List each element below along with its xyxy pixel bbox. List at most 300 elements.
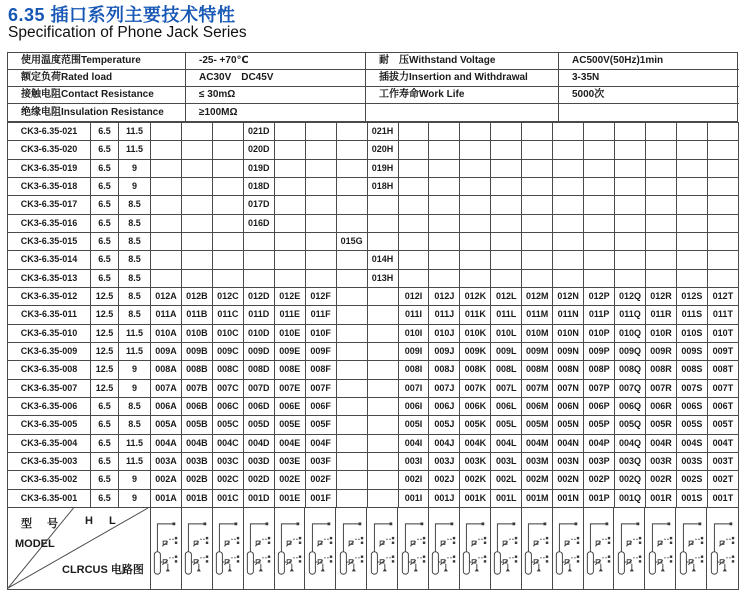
dim-h-cell: 6.5 — [91, 214, 119, 232]
code-cell: 004Q — [615, 434, 646, 452]
table-row — [8, 141, 739, 159]
code-cell — [336, 416, 367, 434]
code-cell: 004T — [707, 434, 738, 452]
code-cell — [336, 251, 367, 269]
code-cell — [305, 159, 336, 177]
code-cell: 004M — [522, 434, 553, 452]
code-cell: 001C — [212, 489, 243, 507]
code-cell — [615, 269, 646, 287]
code-cell — [305, 232, 336, 250]
code-cell — [707, 269, 738, 287]
code-cell: 007E — [274, 379, 305, 397]
code-cell: 003Q — [615, 452, 646, 470]
code-cell — [676, 251, 707, 269]
code-cell — [212, 269, 243, 287]
code-cell: 006F — [305, 397, 336, 415]
code-cell — [212, 214, 243, 232]
code-cell: 005S — [676, 416, 707, 434]
code-cell — [305, 141, 336, 159]
code-cell — [646, 141, 677, 159]
dim-h-cell: 6.5 — [91, 489, 119, 507]
code-cell: 005R — [646, 416, 677, 434]
code-cell — [274, 214, 305, 232]
code-cell: 007F — [305, 379, 336, 397]
code-cell — [336, 489, 367, 507]
code-cell: 003E — [274, 452, 305, 470]
code-cell — [305, 269, 336, 287]
code-cell: 001J — [429, 489, 460, 507]
jack-circuit-diagram — [678, 513, 705, 585]
code-cell — [336, 214, 367, 232]
code-cell: 003L — [491, 452, 522, 470]
code-cell — [460, 269, 491, 287]
code-cell: 009Q — [615, 342, 646, 360]
code-cell: 002A — [151, 471, 182, 489]
code-cell — [491, 196, 522, 214]
code-cell: 011M — [522, 306, 553, 324]
table-row — [8, 306, 739, 324]
code-cell: 011L — [491, 306, 522, 324]
code-cell — [367, 324, 398, 342]
model-cell: CK3-6.35-018 — [8, 177, 91, 195]
code-cell: 001S — [676, 489, 707, 507]
code-cell — [646, 232, 677, 250]
dim-l-cell: 11.5 — [119, 434, 151, 452]
code-cell — [336, 269, 367, 287]
code-cell: 010J — [429, 324, 460, 342]
code-cell: 008I — [398, 361, 429, 379]
code-cell — [491, 177, 522, 195]
code-cell: 002B — [181, 471, 212, 489]
code-cell: 005D — [243, 416, 274, 434]
code-cell: 018H — [367, 177, 398, 195]
code-cell: 008N — [553, 361, 584, 379]
jack-circuit-diagram — [245, 513, 272, 585]
code-cell: 001M — [522, 489, 553, 507]
model-cell: CK3-6.35-010 — [8, 324, 91, 342]
jack-circuit-diagram — [338, 513, 365, 585]
code-cell: 008E — [274, 361, 305, 379]
code-cell — [707, 251, 738, 269]
code-cell: 001F — [305, 489, 336, 507]
code-cell — [553, 196, 584, 214]
code-cell — [676, 232, 707, 250]
spec-label: 绝缘电阻Insulation Resistance — [8, 104, 186, 121]
spec-value: AC30V DC45V — [186, 70, 366, 87]
code-cell: 004I — [398, 434, 429, 452]
code-cell: 004L — [491, 434, 522, 452]
code-cell — [336, 379, 367, 397]
code-cell: 005Q — [615, 416, 646, 434]
code-cell — [429, 269, 460, 287]
code-cell — [336, 471, 367, 489]
code-cell: 011R — [646, 306, 677, 324]
model-label-cn: 型 号 — [21, 518, 65, 530]
code-cell — [491, 232, 522, 250]
code-cell: 005J — [429, 416, 460, 434]
spec-value: AC500V(50Hz)1min — [559, 53, 739, 70]
code-cell: 012B — [181, 287, 212, 305]
dim-l-cell: 8.5 — [119, 416, 151, 434]
code-cell — [212, 159, 243, 177]
code-cell — [429, 232, 460, 250]
code-cell: 009F — [305, 342, 336, 360]
code-cell: 004D — [243, 434, 274, 452]
code-cell: 006S — [676, 397, 707, 415]
code-cell: 008M — [522, 361, 553, 379]
circuit-cell — [429, 508, 460, 589]
jack-circuit-diagram — [430, 513, 457, 585]
code-cell: 009M — [522, 342, 553, 360]
code-cell: 004C — [212, 434, 243, 452]
code-cell — [336, 361, 367, 379]
code-cell: 006Q — [615, 397, 646, 415]
code-cell — [336, 342, 367, 360]
code-cell: 011B — [181, 306, 212, 324]
code-cell: 018D — [243, 177, 274, 195]
dim-h-cell: 12.5 — [91, 324, 119, 342]
spec-label: 插拔力Insertion and Withdrawal — [366, 70, 559, 87]
spec-label: 工作寿命Work Life — [366, 87, 559, 104]
code-cell: 011C — [212, 306, 243, 324]
code-cell: 003R — [646, 452, 677, 470]
spec-value: -25- +70℃ — [186, 53, 366, 70]
code-cell: 012M — [522, 287, 553, 305]
code-cell — [367, 214, 398, 232]
code-cell — [615, 232, 646, 250]
code-cell — [336, 141, 367, 159]
code-cell: 010S — [676, 324, 707, 342]
code-cell — [181, 177, 212, 195]
code-cell: 001P — [584, 489, 615, 507]
code-cell — [151, 123, 182, 141]
code-cell — [522, 159, 553, 177]
code-cell: 007S — [676, 379, 707, 397]
code-cell — [367, 232, 398, 250]
code-cell — [212, 141, 243, 159]
circuit-cell — [584, 508, 615, 589]
model-code-table — [7, 122, 739, 508]
model-cell: CK3-6.35-014 — [8, 251, 91, 269]
table-row — [8, 471, 739, 489]
code-cell: 004A — [151, 434, 182, 452]
code-cell — [336, 196, 367, 214]
code-cell — [305, 196, 336, 214]
dim-l-cell: 9 — [119, 361, 151, 379]
code-cell — [398, 177, 429, 195]
code-cell: 012C — [212, 287, 243, 305]
code-cell — [646, 214, 677, 232]
code-cell: 006C — [212, 397, 243, 415]
code-cell: 003P — [584, 452, 615, 470]
dim-h-cell: 12.5 — [91, 287, 119, 305]
model-cell: CK3-6.35-002 — [8, 471, 91, 489]
code-cell — [367, 434, 398, 452]
code-cell: 004S — [676, 434, 707, 452]
code-cell — [429, 123, 460, 141]
code-cell: 010L — [491, 324, 522, 342]
dim-l-cell: 8.5 — [119, 232, 151, 250]
code-cell — [305, 251, 336, 269]
code-cell — [336, 452, 367, 470]
code-cell: 001D — [243, 489, 274, 507]
code-cell — [367, 489, 398, 507]
model-cell: CK3-6.35-021 — [8, 123, 91, 141]
code-cell — [615, 159, 646, 177]
code-cell: 002Q — [615, 471, 646, 489]
code-cell: 009D — [243, 342, 274, 360]
code-cell: 012I — [398, 287, 429, 305]
dim-h-cell: 12.5 — [91, 379, 119, 397]
code-cell — [615, 196, 646, 214]
code-cell: 005B — [181, 416, 212, 434]
code-cell — [584, 232, 615, 250]
model-cell: CK3-6.35-008 — [8, 361, 91, 379]
code-cell: 003B — [181, 452, 212, 470]
code-cell — [553, 177, 584, 195]
code-cell — [522, 177, 553, 195]
dim-l-cell: 11.5 — [119, 141, 151, 159]
code-cell: 005A — [151, 416, 182, 434]
code-cell: 007I — [398, 379, 429, 397]
code-cell: 012P — [584, 287, 615, 305]
code-cell: 012E — [274, 287, 305, 305]
code-cell — [707, 141, 738, 159]
circuit-cell — [367, 508, 398, 589]
code-cell: 010F — [305, 324, 336, 342]
dim-h-cell: 6.5 — [91, 251, 119, 269]
code-cell: 012Q — [615, 287, 646, 305]
code-cell — [615, 123, 646, 141]
code-cell: 001N — [553, 489, 584, 507]
jack-circuit-diagram — [492, 513, 519, 585]
code-cell — [398, 251, 429, 269]
code-cell — [615, 177, 646, 195]
code-cell — [553, 123, 584, 141]
code-cell: 006K — [460, 397, 491, 415]
jack-circuit-diagram — [554, 513, 581, 585]
code-cell — [460, 232, 491, 250]
dim-l-cell: 8.5 — [119, 269, 151, 287]
dim-l-cell: 8.5 — [119, 397, 151, 415]
code-cell — [707, 177, 738, 195]
model-cell: CK3-6.35-012 — [8, 287, 91, 305]
code-cell — [367, 287, 398, 305]
code-cell: 006B — [181, 397, 212, 415]
table-row — [8, 177, 739, 195]
code-cell: 005P — [584, 416, 615, 434]
code-cell — [274, 196, 305, 214]
code-cell — [274, 269, 305, 287]
code-cell: 012R — [646, 287, 677, 305]
circuit-cell — [336, 508, 367, 589]
code-cell — [181, 159, 212, 177]
model-cell: CK3-6.35-017 — [8, 196, 91, 214]
code-cell — [646, 123, 677, 141]
code-cell: 006R — [646, 397, 677, 415]
code-cell: 009P — [584, 342, 615, 360]
code-cell: 007R — [646, 379, 677, 397]
circuit-diagram-row — [7, 507, 739, 590]
code-cell — [212, 123, 243, 141]
dim-h-cell: 12.5 — [91, 306, 119, 324]
code-cell: 007T — [707, 379, 738, 397]
code-cell: 011K — [460, 306, 491, 324]
code-cell — [676, 269, 707, 287]
table-row — [8, 269, 739, 287]
code-cell: 012S — [676, 287, 707, 305]
height-column-label: H — [85, 515, 93, 527]
code-cell — [398, 269, 429, 287]
circuit-cell — [305, 508, 336, 589]
model-label-en: MODEL — [15, 538, 55, 550]
code-cell — [367, 306, 398, 324]
code-cell: 001A — [151, 489, 182, 507]
code-cell — [305, 177, 336, 195]
code-cell — [707, 196, 738, 214]
code-cell: 007A — [151, 379, 182, 397]
code-cell: 004R — [646, 434, 677, 452]
code-cell: 013H — [367, 269, 398, 287]
code-cell: 008A — [151, 361, 182, 379]
dim-l-cell: 9 — [119, 489, 151, 507]
dim-h-cell: 12.5 — [91, 361, 119, 379]
jack-circuit-diagram — [400, 513, 427, 585]
code-cell: 007L — [491, 379, 522, 397]
code-cell: 010C — [212, 324, 243, 342]
code-cell: 008R — [646, 361, 677, 379]
code-cell — [646, 177, 677, 195]
code-cell — [181, 214, 212, 232]
code-cell — [398, 214, 429, 232]
dim-h-cell: 6.5 — [91, 416, 119, 434]
table-row — [8, 159, 739, 177]
circuit-cell — [491, 508, 522, 589]
spec-label: 额定负荷Rated load — [8, 70, 186, 87]
code-cell — [274, 141, 305, 159]
jack-circuit-diagram — [276, 513, 303, 585]
code-cell — [367, 471, 398, 489]
code-cell: 002L — [491, 471, 522, 489]
spec-value: ≥100MΩ — [186, 104, 366, 121]
code-cell: 005N — [553, 416, 584, 434]
code-cell — [429, 177, 460, 195]
table-row — [8, 123, 739, 141]
code-cell: 011P — [584, 306, 615, 324]
code-cell — [367, 416, 398, 434]
code-cell: 007C — [212, 379, 243, 397]
dim-l-cell: 8.5 — [119, 287, 151, 305]
code-cell: 006D — [243, 397, 274, 415]
code-cell — [336, 306, 367, 324]
code-cell: 011Q — [615, 306, 646, 324]
jack-circuit-diagram — [461, 513, 488, 585]
model-cell: CK3-6.35-015 — [8, 232, 91, 250]
code-cell — [429, 196, 460, 214]
code-cell — [429, 159, 460, 177]
model-cell: CK3-6.35-006 — [8, 397, 91, 415]
code-cell — [336, 397, 367, 415]
code-cell: 011T — [707, 306, 738, 324]
table-row — [8, 214, 739, 232]
code-cell — [460, 214, 491, 232]
code-cell — [336, 159, 367, 177]
dim-h-cell: 6.5 — [91, 452, 119, 470]
code-cell: 008B — [181, 361, 212, 379]
code-cell: 002I — [398, 471, 429, 489]
model-cell: CK3-6.35-016 — [8, 214, 91, 232]
code-cell: 008P — [584, 361, 615, 379]
code-cell — [367, 452, 398, 470]
code-cell: 008C — [212, 361, 243, 379]
code-cell — [460, 159, 491, 177]
code-cell — [367, 379, 398, 397]
code-cell — [398, 141, 429, 159]
code-cell — [367, 361, 398, 379]
table-row — [8, 361, 739, 379]
code-cell: 011A — [151, 306, 182, 324]
code-cell: 006L — [491, 397, 522, 415]
code-cell — [584, 123, 615, 141]
code-cell: 003I — [398, 452, 429, 470]
code-cell: 007J — [429, 379, 460, 397]
code-cell: 019H — [367, 159, 398, 177]
code-cell: 003N — [553, 452, 584, 470]
code-cell: 004P — [584, 434, 615, 452]
code-cell: 005I — [398, 416, 429, 434]
dim-h-cell: 6.5 — [91, 159, 119, 177]
code-cell: 002E — [274, 471, 305, 489]
model-cell: CK3-6.35-009 — [8, 342, 91, 360]
code-cell: 009K — [460, 342, 491, 360]
spec-label: 耐 压Withstand Voltage — [366, 53, 559, 70]
code-cell: 001B — [181, 489, 212, 507]
model-cell: CK3-6.35-004 — [8, 434, 91, 452]
code-cell — [553, 141, 584, 159]
code-cell — [336, 287, 367, 305]
code-cell: 003S — [676, 452, 707, 470]
code-cell — [522, 214, 553, 232]
code-cell: 010D — [243, 324, 274, 342]
code-cell: 007M — [522, 379, 553, 397]
circuit-cell — [182, 508, 213, 589]
dim-l-cell: 8.5 — [119, 214, 151, 232]
code-cell: 007K — [460, 379, 491, 397]
model-cell: CK3-6.35-013 — [8, 269, 91, 287]
code-cell — [212, 196, 243, 214]
code-cell — [460, 251, 491, 269]
code-cell — [584, 214, 615, 232]
code-cell: 006N — [553, 397, 584, 415]
code-cell: 012K — [460, 287, 491, 305]
code-cell — [367, 196, 398, 214]
dim-h-cell: 6.5 — [91, 196, 119, 214]
jack-circuit-diagram — [585, 513, 612, 585]
code-cell — [274, 251, 305, 269]
code-cell: 011J — [429, 306, 460, 324]
model-cell: CK3-6.35-019 — [8, 159, 91, 177]
code-cell — [584, 196, 615, 214]
code-cell — [553, 214, 584, 232]
code-cell — [398, 123, 429, 141]
code-cell: 015G — [336, 232, 367, 250]
code-cell: 002T — [707, 471, 738, 489]
code-cell: 008Q — [615, 361, 646, 379]
code-cell: 002C — [212, 471, 243, 489]
code-cell — [460, 123, 491, 141]
model-cell: CK3-6.35-001 — [8, 489, 91, 507]
code-cell — [522, 123, 553, 141]
